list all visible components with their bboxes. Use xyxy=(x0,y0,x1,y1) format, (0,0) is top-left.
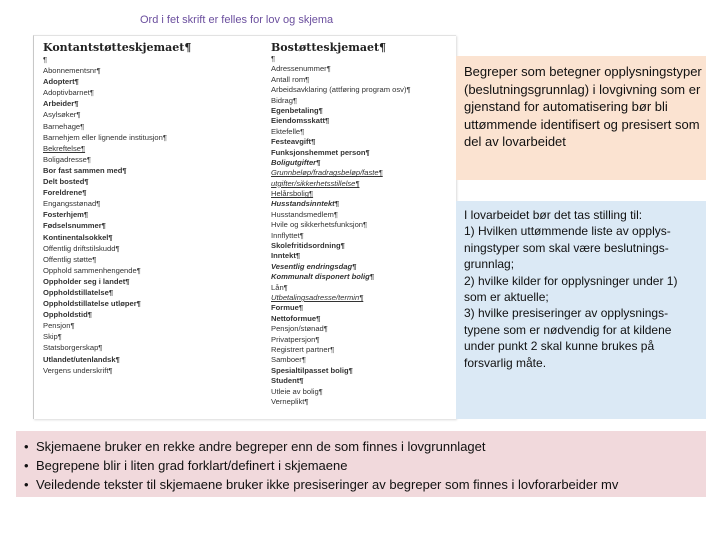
term-item: Barnehjem eller lignende institusjon¶ xyxy=(43,132,167,142)
question-line: under punkt 2 skal kunne brukes på xyxy=(464,339,655,354)
term-item: Samboer¶ xyxy=(271,355,306,365)
term-item: Hvile og sikkerhetsfunksjon¶ xyxy=(271,220,368,230)
left-column-heading: Kontantstøtteskjemaet¶ xyxy=(43,41,192,54)
term-item: Lån¶ xyxy=(271,282,288,292)
term-item: Asylsøker¶ xyxy=(43,110,81,120)
question-line: grunnlag; xyxy=(464,257,515,272)
term-item: Offentlig driftstilskudd¶ xyxy=(43,243,120,253)
term-item: Oppholdstillatelse utløper¶ xyxy=(43,299,141,309)
question-line: forsvarlig måte. xyxy=(464,355,547,370)
term-item: Fosterhjem¶ xyxy=(43,210,89,220)
bullet-text: Veiledende tekster til skjemaene bruker ikke presiseringer av begreper som finnes i lovforarbeider mv xyxy=(36,477,619,492)
question-line: typene som er nødvendig for at kildene xyxy=(464,322,672,337)
term-item: Husstandsinntekt¶ xyxy=(271,199,339,209)
term-item: Skolefritidsordning¶ xyxy=(271,241,345,251)
bullet-list xyxy=(24,437,706,494)
term-item: Pensjon/stønad¶ xyxy=(271,324,328,334)
right-column xyxy=(271,42,451,407)
left-term-list xyxy=(43,54,251,376)
term-item: Offentlig støtte¶ xyxy=(43,254,97,264)
term-item: Eiendomsskatt¶ xyxy=(271,116,330,126)
question-line: 1) Hvilken uttømmende liste av opplys- xyxy=(464,224,671,239)
term-item: Funksjonshemmet person¶ xyxy=(271,147,370,157)
term-item: Adoptivbarnet¶ xyxy=(43,88,94,98)
term-item: Bekreftelse¶ xyxy=(43,143,86,153)
bullet-dot-icon: • xyxy=(24,458,29,473)
term-item: Bidrag¶ xyxy=(271,95,298,105)
term-item: Vergens underskrift¶ xyxy=(43,365,113,375)
term-item: Spesialtilpasset bolig¶ xyxy=(271,365,353,375)
term-item: Utbetalingsadresse/termin¶ xyxy=(271,292,364,302)
bullet-item xyxy=(24,437,706,456)
term-item: Formue¶ xyxy=(271,303,304,313)
term-item: Statsborgerskap¶ xyxy=(43,343,103,353)
term-item: Skip¶ xyxy=(43,332,62,342)
term-item: Innflyttet¶ xyxy=(271,230,304,240)
term-item: Registrert partner¶ xyxy=(271,344,335,354)
bullet-item xyxy=(24,475,706,494)
definitions-callout xyxy=(456,56,706,180)
question-line: som er aktuelle; xyxy=(464,290,549,305)
term-item: Inntekt¶ xyxy=(271,251,301,261)
term-item: Bor fast sammen med¶ xyxy=(43,165,127,175)
term-item: ¶ xyxy=(43,55,48,64)
term-item: Oppholdstid¶ xyxy=(43,310,92,320)
term-item: Verneplikt¶ xyxy=(271,396,309,406)
term-item: Arbeider¶ xyxy=(43,99,79,109)
right-column-heading: Bostøtteskjemaet¶ xyxy=(271,41,387,54)
bullet-dot-icon: • xyxy=(24,439,29,454)
right-term-list xyxy=(271,54,451,407)
term-item: Ektefelle¶ xyxy=(271,126,305,136)
slide-title: Ord i fet skrift er felles for lov og skjema xyxy=(140,14,334,26)
term-item: Helårsbolig¶ xyxy=(271,189,314,199)
question-line: ningstyper som skal være beslutnings- xyxy=(464,240,669,255)
term-item: Fødselsnummer¶ xyxy=(43,221,106,231)
term-item: Festeavgift¶ xyxy=(271,137,316,147)
bullet-item xyxy=(24,456,706,475)
term-item: Student¶ xyxy=(271,376,304,386)
term-item: Antall rom¶ xyxy=(271,74,310,84)
term-item: Vesentlig endringsdag¶ xyxy=(271,261,357,271)
term-item: Delt bosted¶ xyxy=(43,177,89,187)
term-item: Barnehage¶ xyxy=(43,121,85,131)
term-item: Opphold sammenhengende¶ xyxy=(43,265,141,275)
definitions-callout-text: Begreper som betegner opplysningstyper (beslutningsgrunnlag) i lovgivning som er gjenstand for automatisering bør bli uttømmende identifisert og presisert som del av lovarbeidet xyxy=(464,64,702,150)
bullet-dot-icon: • xyxy=(24,477,29,492)
term-item: Utleie av bolig¶ xyxy=(271,386,323,396)
term-item: Husstandsmedlem¶ xyxy=(271,209,338,219)
left-column xyxy=(43,42,251,376)
term-item: Adoptert¶ xyxy=(43,77,79,87)
form-document xyxy=(33,35,456,419)
term-item: Pensjon¶ xyxy=(43,321,75,331)
term-item: Grunnbeløp/fradragsbeløp/faste¶ xyxy=(271,168,383,178)
term-item: Oppholder seg i landet¶ xyxy=(43,276,130,286)
bullet-text: Begrepene blir i liten grad forklart/definert i skjemaene xyxy=(36,458,348,473)
term-item: Foreldrene¶ xyxy=(43,188,87,198)
term-item: Nettoformue¶ xyxy=(271,313,321,323)
summary-bullets xyxy=(16,431,706,497)
term-item: Egenbetaling¶ xyxy=(271,105,323,115)
term-item: Kontinentalsokkel¶ xyxy=(43,232,113,242)
question-line: I lovarbeidet bør det tas stilling til: xyxy=(464,208,643,222)
term-item: Boligadresse¶ xyxy=(43,154,91,164)
term-item: ¶ xyxy=(271,54,276,63)
term-item: Oppholdstillatelse¶ xyxy=(43,287,114,297)
question-line: 2) hvilke kilder for opplysninger under 1) xyxy=(464,273,678,288)
term-item: Privatpersjon¶ xyxy=(271,334,320,344)
term-item: Adressenummer¶ xyxy=(271,64,331,74)
bullet-text: Skjemaene bruker en rekke andre begreper enn de som finnes i lovgrunnlaget xyxy=(36,439,486,454)
question-line: 3) hvilke presiseringer av opplysnings- xyxy=(464,306,669,321)
term-item: Abonnementsnr¶ xyxy=(43,66,101,76)
term-item: Boligutgifter¶ xyxy=(271,157,321,167)
term-item: Kommunalt disponert bolig¶ xyxy=(271,272,374,282)
term-item: Arbeidsavklaring (attføring program osv)¶ xyxy=(271,85,411,95)
questions-callout xyxy=(456,201,706,419)
term-item: Engangsstønad¶ xyxy=(43,199,101,209)
term-item: Utlandet/utenlandsk¶ xyxy=(43,354,120,364)
term-item: utgifter/sikkerhetsstillelse¶ xyxy=(271,178,360,188)
